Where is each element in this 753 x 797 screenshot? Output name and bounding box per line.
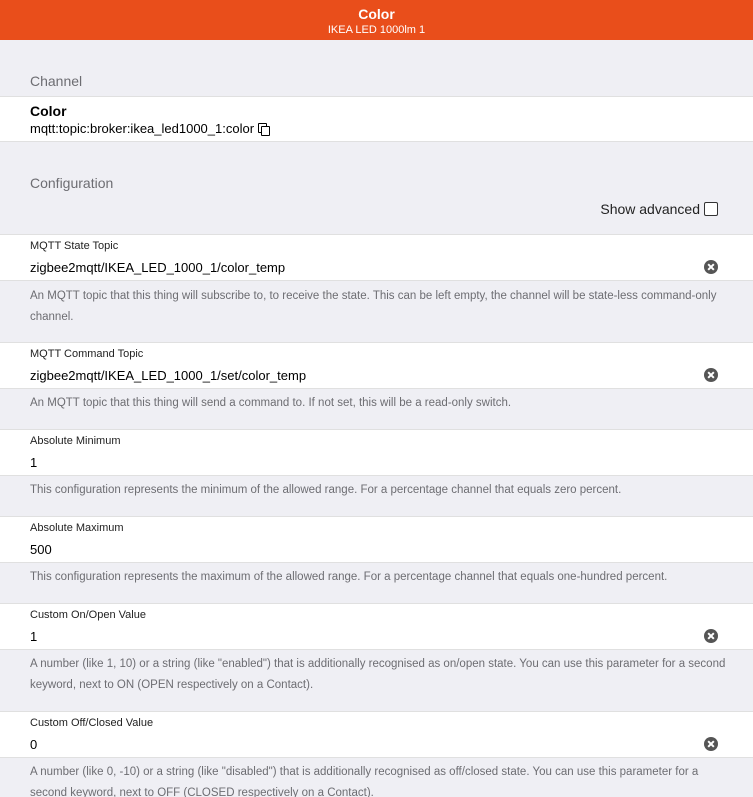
channel-section-title: Channel bbox=[30, 73, 83, 89]
channel-uid bbox=[30, 121, 268, 136]
page-subtitle: IKEA LED 1000lm 1 bbox=[327, 24, 426, 36]
clear-icon[interactable] bbox=[704, 368, 718, 382]
absolute-maximum-input[interactable]: 500 bbox=[30, 542, 52, 557]
clear-icon[interactable] bbox=[704, 737, 718, 751]
clear-icon[interactable] bbox=[704, 629, 718, 643]
field-label: MQTT State Topic bbox=[30, 240, 119, 252]
channel-uid-text: mqtt:topic:broker:ikea_led1000_1:color bbox=[30, 121, 255, 136]
absolute-minimum-input[interactable]: 1 bbox=[30, 455, 38, 470]
field-description: A number (like 0, -10) or a string (like "disabled") that is additionally recognised as off/closed state. You can use this parameter for a second keyword, next to OFF (CLOSED respectively on a Contact). bbox=[30, 766, 699, 797]
field-absolute-minimum bbox=[0, 429, 753, 476]
field-label: Custom Off/Closed Value bbox=[30, 717, 154, 729]
channel-label: Color bbox=[30, 103, 67, 119]
state-topic-input[interactable]: zigbee2mqtt/IKEA_LED_1000_1/color_temp bbox=[30, 260, 286, 275]
show-advanced-toggle[interactable] bbox=[600, 201, 718, 217]
field-label: Absolute Minimum bbox=[30, 435, 121, 447]
custom-off-value-input[interactable]: 0 bbox=[30, 737, 38, 752]
field-mqtt-state-topic bbox=[0, 234, 753, 281]
field-description: An MQTT topic that this thing will subscribe to, to receive the state. This can be left empty, the channel will be state-less command-only channel. bbox=[30, 290, 717, 323]
clear-icon[interactable] bbox=[704, 260, 718, 274]
command-topic-input[interactable]: zigbee2mqtt/IKEA_LED_1000_1/set/color_temp bbox=[30, 368, 307, 383]
field-description: A number (like 1, 10) or a string (like "enabled") that is additionally recognised as on/open state. You can use this parameter for a second keyword, next to ON (OPEN respectively on a Contact). bbox=[30, 658, 726, 691]
configuration-section-title: Configuration bbox=[30, 175, 114, 191]
field-description: An MQTT topic that this thing will send a command to. If not set, this will be a read-only switch. bbox=[30, 397, 512, 409]
field-label: MQTT Command Topic bbox=[30, 348, 144, 360]
channel-info bbox=[0, 96, 753, 142]
field-mqtt-command-topic bbox=[0, 342, 753, 389]
show-advanced-checkbox[interactable] bbox=[704, 202, 718, 216]
show-advanced-label: Show advanced bbox=[600, 201, 700, 217]
field-custom-off-value bbox=[0, 711, 753, 758]
field-description: This configuration represents the maximum of the allowed range. For a percentage channel that equals one-hundred percent. bbox=[30, 571, 668, 583]
navbar bbox=[0, 0, 753, 40]
field-custom-on-value bbox=[0, 603, 753, 650]
field-absolute-maximum bbox=[0, 516, 753, 563]
field-label: Absolute Maximum bbox=[30, 522, 124, 534]
field-label: Custom On/Open Value bbox=[30, 609, 146, 621]
page-title: Color bbox=[358, 6, 395, 22]
custom-on-value-input[interactable]: 1 bbox=[30, 629, 38, 644]
copy-icon[interactable] bbox=[258, 123, 268, 134]
field-description: This configuration represents the minimum of the allowed range. For a percentage channel that equals zero percent. bbox=[30, 484, 622, 496]
